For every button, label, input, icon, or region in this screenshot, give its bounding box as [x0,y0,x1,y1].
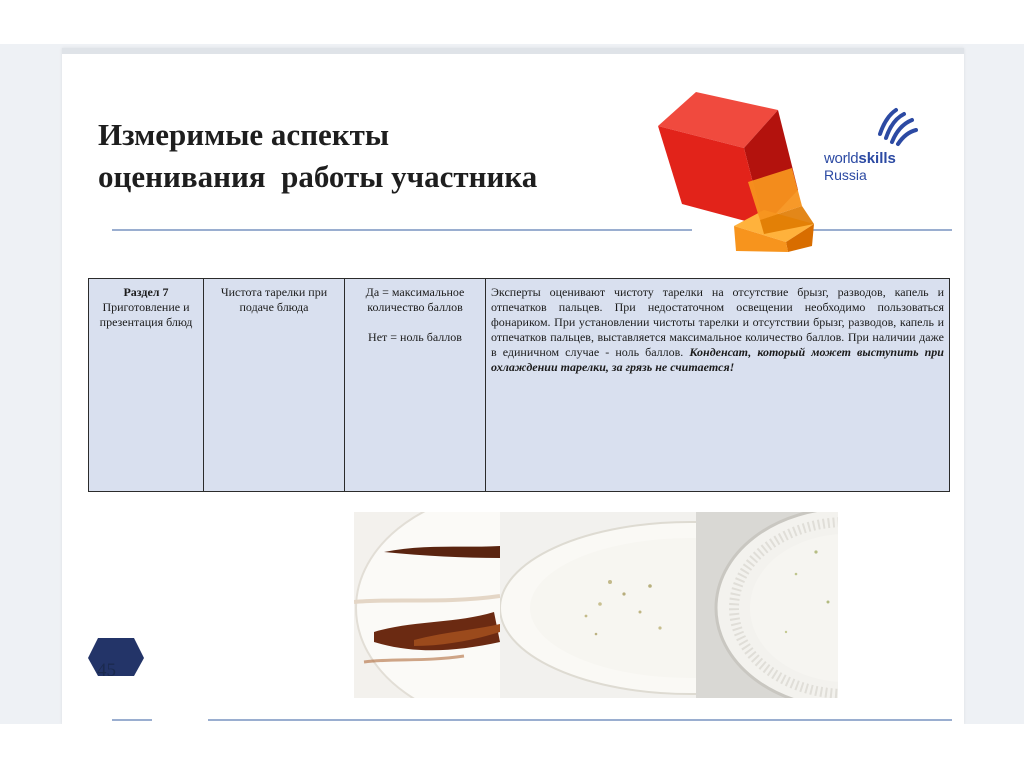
score-yes: Да = максимальное количество баллов [365,285,465,314]
brand-skills: skills [858,150,896,167]
worldskills-wordmark [824,151,896,183]
section-cell [89,279,204,492]
page-number: 45 [97,660,116,681]
criteria-table [88,278,950,492]
brand-world: world [824,150,859,167]
title-underline-right [812,229,952,231]
plate-with-crumbs-icon [500,512,696,698]
slide-top-edge [62,48,964,54]
plate-with-sauce-smears-icon [354,512,500,698]
textured-plate-with-crumbs-icon [696,512,838,698]
description-cell [486,279,950,492]
slide-title [98,114,638,198]
brand-russia: Russia [824,167,867,183]
criterion-cell [204,279,345,492]
photo-plate-textured [696,512,838,698]
slide-title-line-2: оценивания работы участника [98,159,538,194]
viewer-bottom-bar [0,724,1024,767]
table-row [89,279,950,492]
photo-plate-crumbs [500,512,696,698]
footer-rule-right [208,719,952,721]
score-no: Нет = ноль баллов [368,330,462,344]
worldskills-hand-icon [874,104,918,148]
slide-title-line-1: Измеримые аспекты [98,117,390,152]
footer-rule-left [112,719,152,721]
description-note: Конденсат, который может выступить при охлаждении тарелки, за грязь не считается! [491,345,944,374]
section-label: Раздел 7 [123,285,169,299]
description-text: Эксперты оценивают чистоту тарелки на отсутствие брызг, разводов, капель и отпечатков пальцев. При недостаточном освещении необходимо пользоваться фонариком. При установлении чистоты тарелки и отсутствии брызг, разводов, капель и отпечатков пальцев, выставляется максимальное количество баллов. При наличии даже в единичном случае - ноль баллов. [491,285,944,359]
viewer-top-bar [0,0,1024,44]
criterion-text: Чистота тарелки при подаче блюда [220,285,328,314]
section-name: Приготовление и презентация блюд [99,300,193,329]
cubes-logo-icon [652,86,822,256]
photo-plate-sauce [354,512,500,698]
presentation-slide [62,48,964,724]
title-underline-left [112,229,692,231]
score-cell [345,279,486,492]
